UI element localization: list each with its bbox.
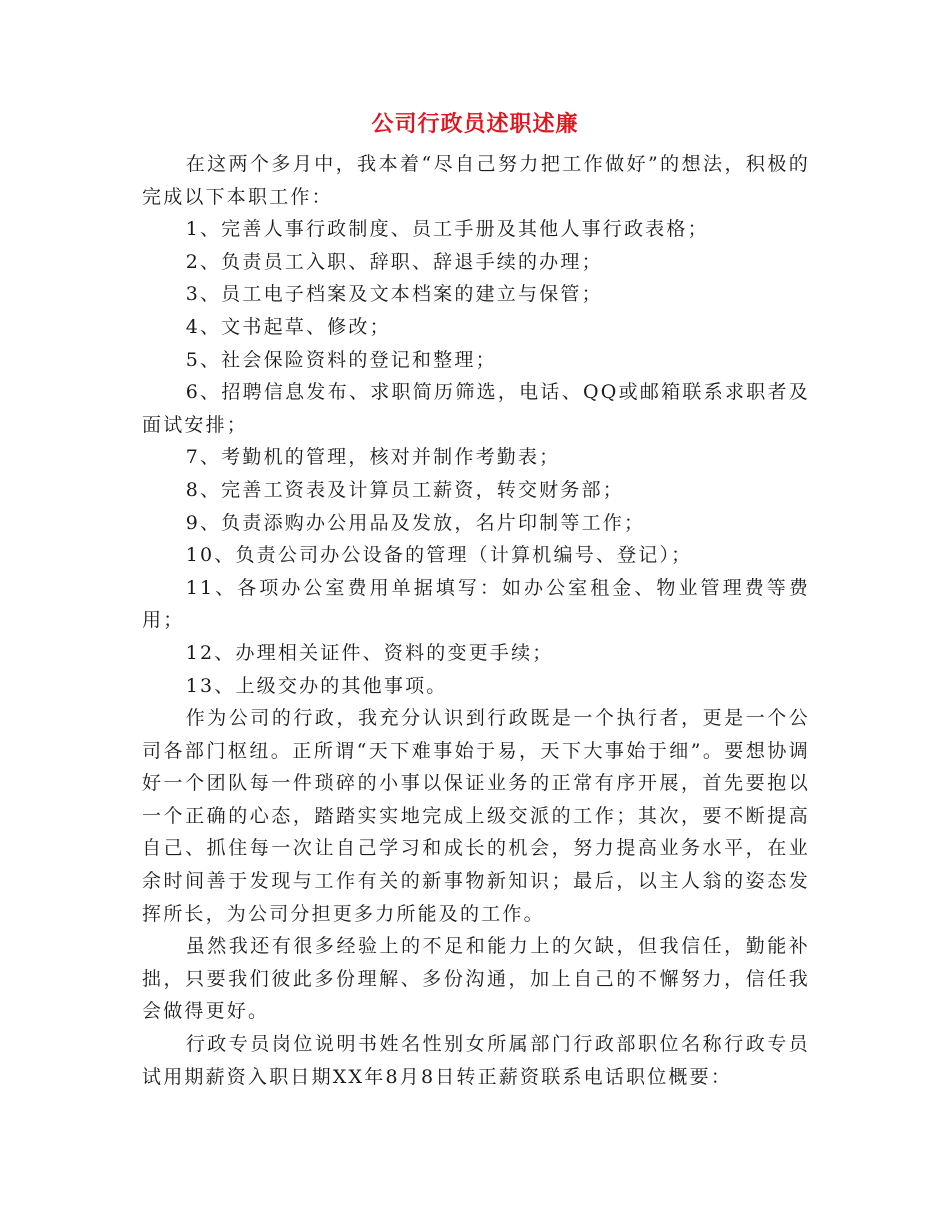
duty-item-3: 3、员工电子档案及文本档案的建立与保管； <box>185 283 603 306</box>
duty-item-9: 9、负责添购办公用品及发放，名片印制等工作； <box>185 511 646 534</box>
duty-item-5: 5、社会保险资料的登记和整理； <box>185 348 497 371</box>
duty-item-4: 4、文书起草、修改； <box>185 315 391 338</box>
duty-item-8: 8、完善工资表及计算员工薪资，转交财务部； <box>185 478 624 501</box>
duty-item-10: 10、负责公司办公设备的管理（计算机编号、登记）； <box>185 544 693 567</box>
duty-item-11: 11、各项办公室费用单据填写：如办公室租金、物业管理费等费用； <box>142 576 810 632</box>
document-title: 公司行政员述职述廉 <box>371 111 579 137</box>
duty-item-1: 1、完善人事行政制度、员工手册及其他人事行政表格； <box>185 218 709 241</box>
duty-item-7: 7、考勤机的管理，核对并制作考勤表； <box>185 446 561 469</box>
intro-paragraph: 在这两个多月中，我本着“尽自己努力把工作做好”的想法，积极的完成以下本职工作： <box>142 153 810 208</box>
duty-item-6: 6、招聘信息发布、求职简历筛选，电话、QQ或邮箱联系求职者及面试安排； <box>142 381 810 436</box>
duty-item-12: 12、办理相关证件、资料的变更手续； <box>185 641 554 664</box>
duty-item-2: 2、负责员工入职、辞职、辞退手续的办理； <box>185 250 603 273</box>
reflection-paragraph: 作为公司的行政，我充分认识到行政既是一个执行者，更是一个公司各部门枢纽。正所谓“天下难事始于易，天下大事始于细”。要想协调好一个团队每一件琐碎的小事以保证业务的正常有序开展，首先要抱以一个正确的心态，踏踏实实地完成上级交派的工作；其次，要不断提高自己、抓住每一次让自己学习和成长的机会，努力提高业务水平，在业余时间善于发现与工作有关的新事物新知识；最后，以主人翁的姿态发挥所长，为公司分担更多力所能及的工作。 <box>142 707 810 925</box>
duty-item-13: 13、上级交办的其他事项。 <box>185 674 448 697</box>
closing-paragraph: 虽然我还有很多经验上的不足和能力上的欠缺，但我信任，勤能补拙，只要我们彼此多份理解、多份沟通，加上自己的不懈努力，信任我会做得更好。 <box>142 935 810 1023</box>
document-body <box>142 148 810 1093</box>
job-description-paragraph: 行政专员岗位说明书姓名性别女所属部门行政部职位名称行政专员试用期薪资入职日期XX年8月8日转正薪资联系电话职位概要： <box>142 1033 810 1088</box>
